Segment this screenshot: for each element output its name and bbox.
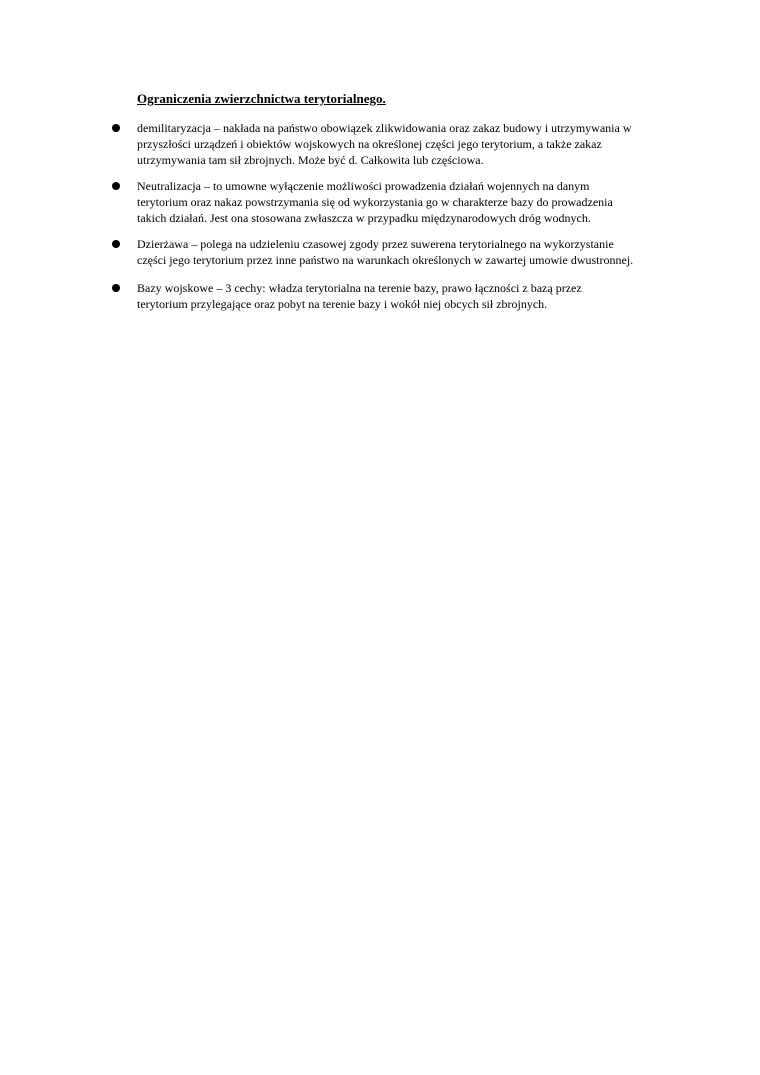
bullet-icon xyxy=(112,182,120,190)
list-item-text xyxy=(137,120,677,168)
list-item-text xyxy=(137,280,677,312)
text-line: terytorium przylegające oraz pobyt na terenie bazy i wokół niej obcych sił zbrojnych. xyxy=(137,297,548,311)
bullet-icon xyxy=(112,284,120,292)
text-line: Dzierżawa – polega na udzieleniu czasowej zgody przez suwerena terytorialnego na wykorzystanie xyxy=(137,237,614,251)
bullet-icon xyxy=(112,240,120,248)
document-title: Ograniczenia zwierzchnictwa terytorialnego. xyxy=(137,91,386,106)
text-line: przyszłości urządzeń i obiektów wojskowych na określonej części jego terytorium, a także zakaz xyxy=(137,137,602,151)
list-item-text xyxy=(137,236,677,268)
text-line: demilitaryzacja – nakłada na państwo obowiązek zlikwidowania oraz zakaz budowy i utrzymywania w xyxy=(137,121,632,135)
text-line: Neutralizacja – to umowne wyłączenie możliwości prowadzenia działań wojennych na danym xyxy=(137,179,590,193)
text-line: utrzymywania tam sił zbrojnych. Może być d. Całkowita lub częściowa. xyxy=(137,153,484,167)
text-line: Bazy wojskowe – 3 cechy: władza terytorialna na terenie bazy, prawo łączności z bazą przez xyxy=(137,281,582,295)
list-item-text xyxy=(137,178,677,226)
bullet-icon xyxy=(112,124,120,132)
text-line: części jego terytorium przez inne państwo na warunkach określonych w zawartej umowie dwustronnej. xyxy=(137,253,634,267)
text-line: takich działań. Jest ona stosowana zwłaszcza w przypadku międzynarodowych dróg wodnych. xyxy=(137,211,591,225)
text-line: terytorium oraz nakaz powstrzymania się od wykorzystania go w charakterze bazy do prowadzenia xyxy=(137,195,613,209)
